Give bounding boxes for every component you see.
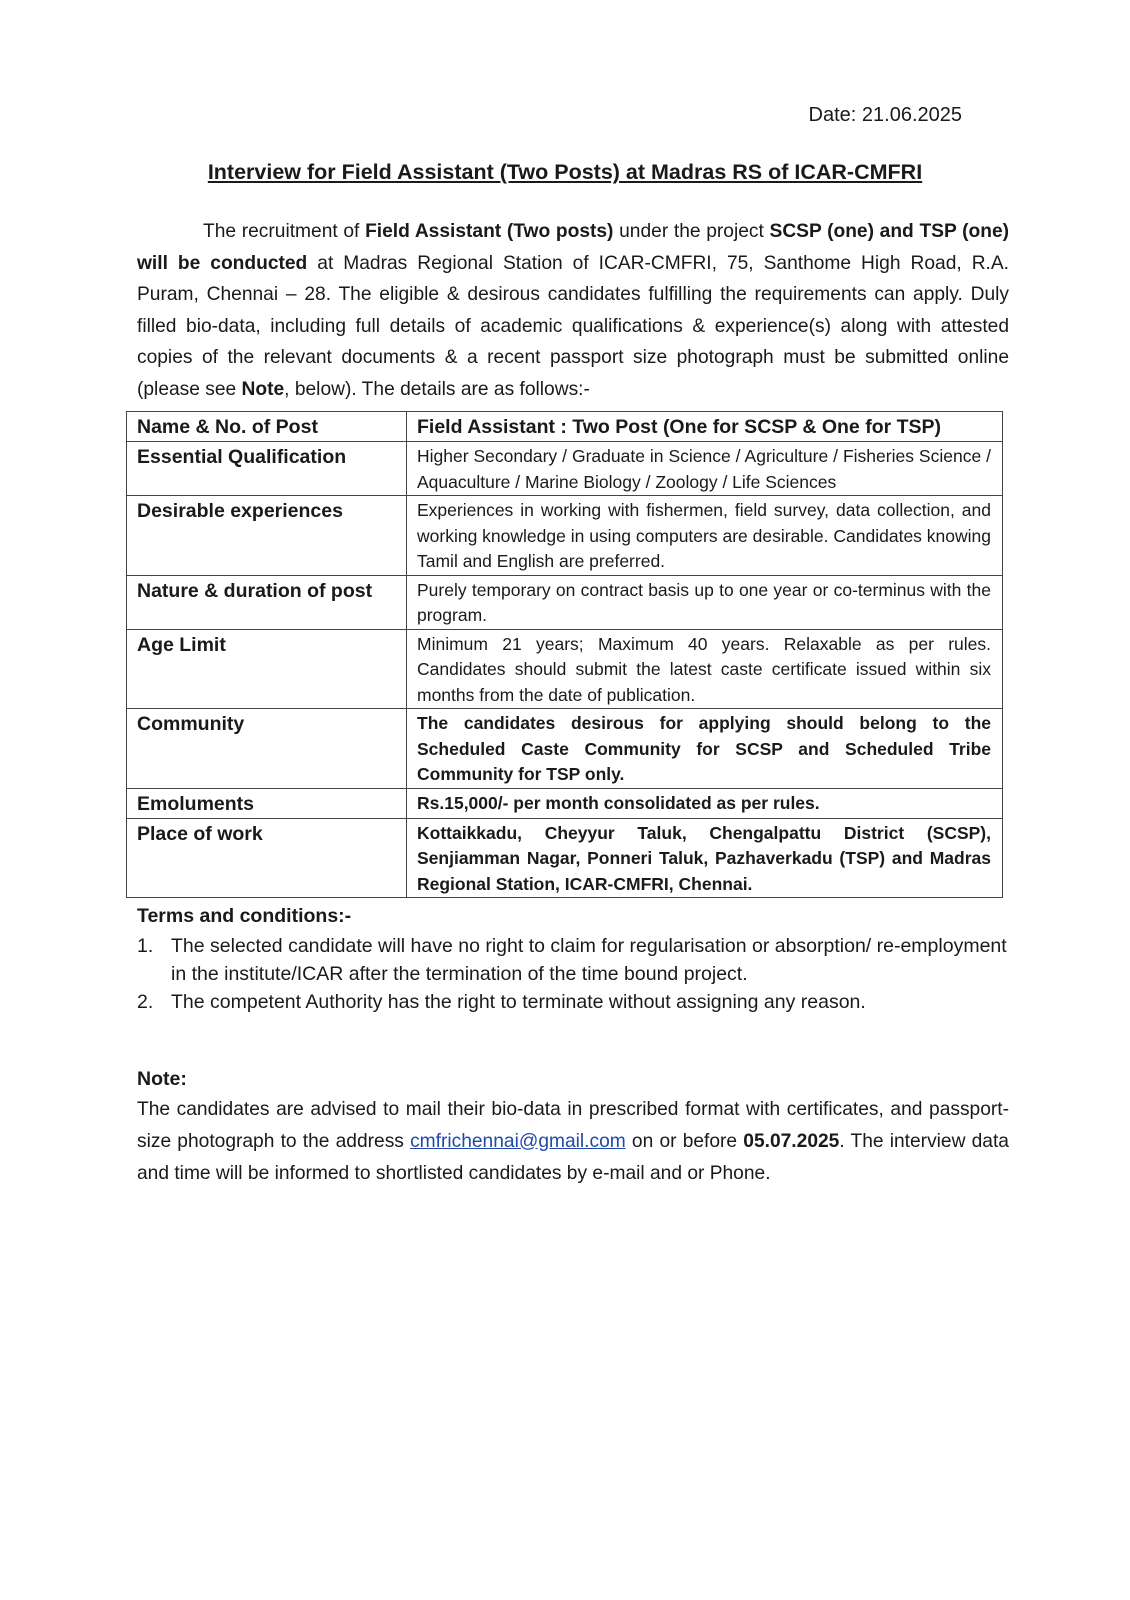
item-number: 2.	[137, 991, 154, 1013]
list-item	[137, 932, 1017, 988]
note-text: . The interview data and time will be informed to shortlisted candidates by e-mail and or Phone.	[137, 1130, 1009, 1184]
row-value: Purely temporary on contract basis up to one year or co-terminus with the program.	[407, 575, 1003, 629]
note-heading: Note:	[137, 1068, 187, 1090]
row-label: Place of work	[127, 818, 407, 898]
row-value: Minimum 21 years; Maximum 40 years. Relaxable as per rules. Candidates should submit the latest caste certificate issued within six months from the date of publication.	[407, 629, 1003, 709]
intro-paragraph	[137, 216, 1009, 406]
post-details-table	[126, 411, 1003, 898]
intro-text: The recruitment of	[203, 221, 366, 242]
list-item	[137, 988, 1017, 1016]
row-label: Essential Qualification	[127, 442, 407, 496]
notice-title: Interview for Field Assistant (Two Posts) at Madras RS of ICAR-CMFRI	[207, 160, 923, 184]
item-number: 1.	[137, 935, 154, 957]
note-text: The candidates are advised to mail their bio-data in prescribed format with certificates, and passport-size photograph to the address	[137, 1099, 1009, 1152]
note-text: on or before	[625, 1130, 744, 1152]
email-link[interactable]: cmfrichennai@gmail.com	[410, 1130, 626, 1152]
row-label: Nature & duration of post	[127, 575, 407, 629]
intro-text: at Madras Regional Station of ICAR-CMFRI, 75, Santhome High Road, R.A. Puram, Chennai – 28. The eligible & desirous candidates fulfilling the requirements can apply. Duly filled bio-data, including full details of academic qualifications & experience(s) along with attested copies of the relevant documents & a recent passport size photograph must be submitted online (please see	[137, 252, 1010, 400]
intro-text: under the project	[613, 221, 770, 242]
intro-post-name: Field Assistant (Two posts)	[365, 221, 614, 242]
table-row	[127, 788, 1003, 818]
row-value: Experiences in working with fishermen, field survey, data collection, and working knowledge in using computers are desirable. Candidates knowing Tamil and English are preferred.	[407, 496, 1003, 576]
table-row	[127, 575, 1003, 629]
terms-heading: Terms and conditions:-	[137, 905, 352, 927]
row-value: Higher Secondary / Graduate in Science / Agriculture / Fisheries Science / Aquaculture / Marine Biology / Zoology / Life Sciences	[407, 442, 1003, 496]
row-value: Rs.15,000/- per month consolidated as per rules.	[407, 788, 1003, 818]
terms-list	[137, 932, 1017, 1016]
row-label: Community	[127, 709, 407, 789]
item-text: The competent Authority has the right to terminate without assigning any reason.	[171, 991, 866, 1013]
table-row	[127, 818, 1003, 898]
table-row	[127, 496, 1003, 576]
deadline-date: 05.07.2025	[743, 1130, 840, 1152]
table-row	[127, 709, 1003, 789]
intro-project-name: SCSP (one) and TSP (one) will be conducted	[137, 221, 1009, 274]
table-row	[127, 412, 1003, 442]
table-row	[127, 442, 1003, 496]
intro-text: , below). The details are as follows:-	[284, 378, 590, 400]
row-label: Name & No. of Post	[127, 412, 407, 442]
row-value: Kottaikkadu, Cheyyur Taluk, Chengalpattu District (SCSP), Senjiamman Nagar, Ponneri Taluk, Pazhaverkadu (TSP) and Madras Regional Station, ICAR-CMFRI, Chennai.	[407, 818, 1003, 898]
row-label: Age Limit	[127, 629, 407, 709]
item-text: The selected candidate will have no right to claim for regularisation or absorption/ re-employment in the institute/ICAR after the termination of the time bound project.	[171, 935, 1007, 985]
row-label: Emoluments	[127, 788, 407, 818]
row-label: Desirable experiences	[127, 496, 407, 576]
intro-note-ref: Note	[241, 378, 285, 400]
row-value: The candidates desirous for applying should belong to the Scheduled Caste Community for SCSP and Scheduled Tribe Community for TSP only.	[407, 709, 1003, 789]
row-value: Field Assistant : Two Post (One for SCSP & One for TSP)	[407, 412, 1003, 442]
note-paragraph	[137, 1094, 1009, 1189]
table-row	[127, 629, 1003, 709]
notice-date: Date: 21.06.2025	[808, 104, 962, 126]
